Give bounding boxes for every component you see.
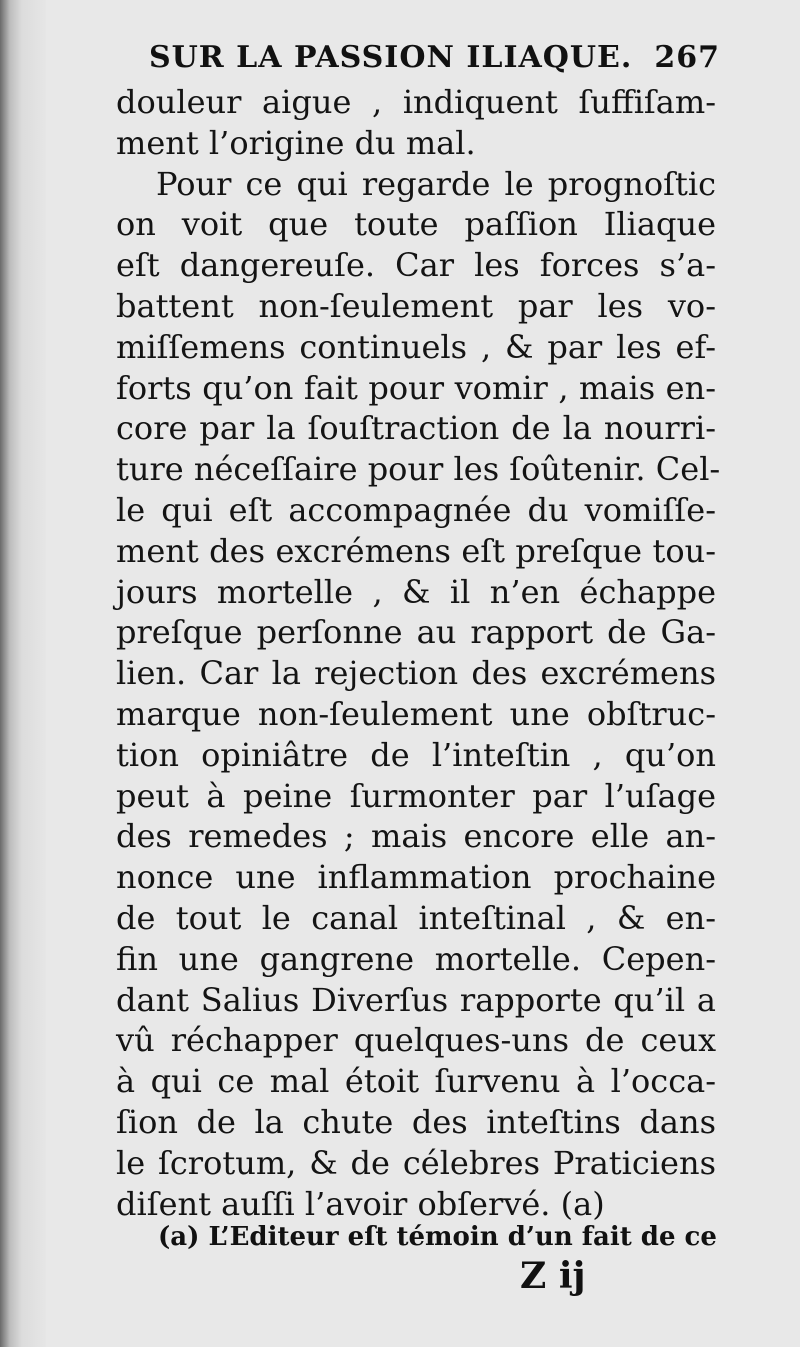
text-line: à qui ce mal étoit ſurvenu à l’occa- bbox=[116, 1062, 716, 1101]
text-line: battent non-ſeulement par les vo- bbox=[116, 286, 716, 325]
text-line: le qui eſt accompagnée du vomiſſe- bbox=[116, 490, 716, 529]
body-text bbox=[116, 82, 721, 1224]
text-line: ment l’origine du mal. bbox=[116, 123, 476, 162]
text-line: jours mortelle , & il n’en échappe bbox=[116, 572, 716, 611]
text-line: fin une gangrene mortelle. Cepen- bbox=[116, 939, 716, 978]
text-line: de tout le canal inteſtinal , & en- bbox=[116, 898, 716, 937]
text-line: marque non-ſeulement une obſtruc- bbox=[116, 694, 716, 733]
text-line: miſſemens continuels , & par les ef- bbox=[116, 327, 716, 366]
text-line: douleur aigue , indiquent ſuffiſam- bbox=[116, 83, 716, 121]
text-line: diſent auſſi l’avoir obſervé. (a) bbox=[116, 1184, 605, 1223]
running-head bbox=[0, 40, 720, 75]
signature-mark: Z ij bbox=[520, 1255, 586, 1297]
text-line: vû réchapper quelques-uns de ceux bbox=[116, 1021, 716, 1060]
running-head-title: SUR LA PASSION ILIAQUE. bbox=[148, 40, 633, 75]
text-line: ſion de la chute des inteſtins dans bbox=[116, 1102, 716, 1141]
text-line: ment des excrémens eſt preſque tou- bbox=[116, 531, 716, 570]
text-line: des remedes ; mais encore elle an- bbox=[116, 817, 716, 856]
text-line: on voit que toute paſſion Iliaque bbox=[116, 205, 716, 244]
text-line: preſque perſonne au rapport de Ga- bbox=[116, 613, 716, 652]
text-line: lien. Car la rejection des excrémens bbox=[116, 654, 716, 693]
text-line: Pour ce qui regarde le prognoſtic bbox=[156, 164, 716, 203]
footnote: (a) L’Editeur eſt témoin d’un fait de ce bbox=[158, 1222, 717, 1252]
text-line: core par la ſouſtraction de la nourri- bbox=[116, 409, 716, 448]
text-line: forts qu’on fait pour vomir , mais en- bbox=[116, 368, 716, 407]
text-line: peut à peine ſurmonter par l’uſage bbox=[116, 776, 716, 815]
text-line: eſt dangereuſe. Car les forces s’a- bbox=[116, 246, 716, 285]
text-line: tion opiniâtre de l’inteſtin , qu’on bbox=[116, 735, 716, 774]
text-line: ture néceſſaire pour les ſoûtenir. Cel- bbox=[116, 450, 721, 489]
text-line: nonce une inflammation prochaine bbox=[116, 858, 716, 897]
text-line: dant Salius Diverſus rapporte qu’il a bbox=[116, 980, 716, 1019]
page-gutter-shadow bbox=[0, 0, 46, 1347]
text-line: le ſcrotum, & de célebres Praticiens bbox=[116, 1143, 716, 1182]
page-number: 267 bbox=[654, 40, 720, 75]
